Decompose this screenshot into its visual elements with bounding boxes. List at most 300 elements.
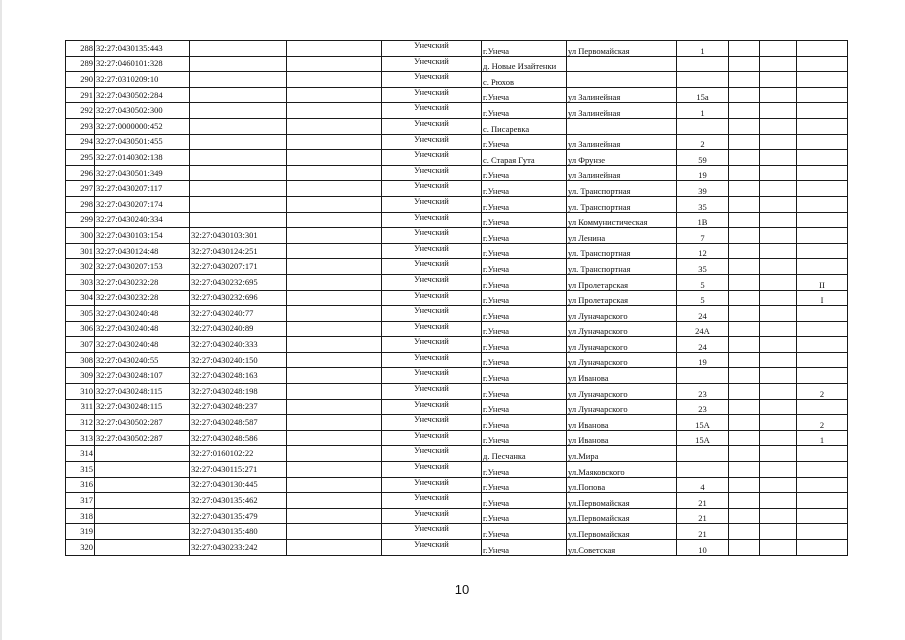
row-number: 314 xyxy=(66,446,95,462)
street xyxy=(567,118,677,134)
street: ул Луначарского xyxy=(567,352,677,368)
empty-cell xyxy=(287,259,382,275)
street: ул Первомайская xyxy=(567,41,677,57)
cadastral-number-2: 32:27:0430248:198 xyxy=(190,384,287,400)
table-row xyxy=(66,384,848,400)
settlement: г.Унеча xyxy=(482,274,567,290)
cadastral-number xyxy=(95,524,190,540)
cadastral-number: 32:27:0430502:300 xyxy=(95,103,190,119)
house-number: 23 xyxy=(677,384,729,400)
cadastral-number-2: 32:27:0160102:22 xyxy=(190,446,287,462)
extra-cell-3 xyxy=(797,508,848,524)
cadastral-number-2 xyxy=(190,165,287,181)
extra-cell-1 xyxy=(729,290,760,306)
extra-cell-2 xyxy=(760,181,797,197)
cadastral-number-2 xyxy=(190,41,287,57)
house-number: 19 xyxy=(677,352,729,368)
extra-cell-2 xyxy=(760,399,797,415)
house-number: 59 xyxy=(677,150,729,166)
cadastral-number-2: 32:27:0430232:695 xyxy=(190,274,287,290)
extra-cell-3 xyxy=(797,524,848,540)
house-number xyxy=(677,368,729,384)
street: ул Иванова xyxy=(567,415,677,431)
extra-cell-1 xyxy=(729,41,760,57)
empty-cell xyxy=(287,368,382,384)
table-row xyxy=(66,118,848,134)
cadastral-number: 32:27:0430232:28 xyxy=(95,290,190,306)
table-row xyxy=(66,181,848,197)
district: Унечский xyxy=(382,446,482,462)
settlement: г.Унеча xyxy=(482,103,567,119)
table-row xyxy=(66,165,848,181)
empty-cell xyxy=(287,430,382,446)
house-number xyxy=(677,72,729,88)
table-row xyxy=(66,259,848,275)
cadastral-number: 32:27:0430248:115 xyxy=(95,399,190,415)
row-number: 291 xyxy=(66,87,95,103)
street: ул Луначарского xyxy=(567,399,677,415)
cadastral-number-2: 32:27:0430135:462 xyxy=(190,493,287,509)
table-row xyxy=(66,41,848,57)
table-row xyxy=(66,103,848,119)
cadastral-number: 32:27:0430501:455 xyxy=(95,134,190,150)
settlement: г.Унеча xyxy=(482,493,567,509)
street: ул. Транспортная xyxy=(567,259,677,275)
street: ул.Первомайская xyxy=(567,524,677,540)
extra-cell-2 xyxy=(760,508,797,524)
scan-edge xyxy=(0,0,2,640)
empty-cell xyxy=(287,56,382,72)
house-number: 1В xyxy=(677,212,729,228)
settlement: г.Унеча xyxy=(482,212,567,228)
empty-cell xyxy=(287,508,382,524)
house-number: 35 xyxy=(677,196,729,212)
extra-cell-2 xyxy=(760,493,797,509)
district: Унечский xyxy=(382,462,482,478)
street: ул Залинейная xyxy=(567,134,677,150)
district: Унечский xyxy=(382,103,482,119)
table-row xyxy=(66,493,848,509)
row-number: 293 xyxy=(66,118,95,134)
cadastral-number: 32:27:0460101:328 xyxy=(95,56,190,72)
extra-cell-3 xyxy=(797,399,848,415)
cadastral-number-2: 32:27:0430124:251 xyxy=(190,243,287,259)
extra-cell-1 xyxy=(729,368,760,384)
extra-cell-3 xyxy=(797,228,848,244)
district: Унечский xyxy=(382,259,482,275)
district: Унечский xyxy=(382,181,482,197)
extra-cell-1 xyxy=(729,243,760,259)
row-number: 292 xyxy=(66,103,95,119)
settlement: г.Унеча xyxy=(482,540,567,556)
cadastral-number-2 xyxy=(190,56,287,72)
row-number: 303 xyxy=(66,274,95,290)
cadastral-number-2: 32:27:0430135:479 xyxy=(190,508,287,524)
house-number xyxy=(677,446,729,462)
extra-cell-3 xyxy=(797,493,848,509)
cadastral-number-2: 32:27:0430232:696 xyxy=(190,290,287,306)
extra-cell-1 xyxy=(729,524,760,540)
table-row xyxy=(66,321,848,337)
cadastral-number: 32:27:0430124:48 xyxy=(95,243,190,259)
district: Унечский xyxy=(382,430,482,446)
cadastral-number-2: 32:27:0430240:77 xyxy=(190,306,287,322)
cadastral-number: 32:27:0430502:287 xyxy=(95,415,190,431)
extra-cell-1 xyxy=(729,477,760,493)
extra-cell-2 xyxy=(760,462,797,478)
table-row xyxy=(66,87,848,103)
extra-cell-2 xyxy=(760,274,797,290)
cadastral-number-2: 32:27:0430103:301 xyxy=(190,228,287,244)
cadastral-number-2: 32:27:0430240:333 xyxy=(190,337,287,353)
extra-cell-2 xyxy=(760,290,797,306)
empty-cell xyxy=(287,306,382,322)
house-number: 4 xyxy=(677,477,729,493)
district: Унечский xyxy=(382,352,482,368)
cadastral-number-2: 32:27:0430240:150 xyxy=(190,352,287,368)
street: ул Иванова xyxy=(567,430,677,446)
extra-cell-1 xyxy=(729,87,760,103)
cadastral-number-2: 32:27:0430240:89 xyxy=(190,321,287,337)
cadastral-number-2 xyxy=(190,181,287,197)
row-number: 288 xyxy=(66,41,95,57)
house-number: 19 xyxy=(677,165,729,181)
extra-cell-1 xyxy=(729,196,760,212)
house-number: 35 xyxy=(677,259,729,275)
row-number: 310 xyxy=(66,384,95,400)
house-number: 24 xyxy=(677,337,729,353)
district: Унечский xyxy=(382,306,482,322)
district: Унечский xyxy=(382,399,482,415)
house-number: 5 xyxy=(677,290,729,306)
empty-cell xyxy=(287,477,382,493)
cadastral-number-2: 32:27:0430248:587 xyxy=(190,415,287,431)
district: Унечский xyxy=(382,56,482,72)
settlement: с. Писаревка xyxy=(482,118,567,134)
register-body xyxy=(66,41,848,556)
row-number: 290 xyxy=(66,72,95,88)
extra-cell-2 xyxy=(760,540,797,556)
district: Унечский xyxy=(382,243,482,259)
row-number: 309 xyxy=(66,368,95,384)
district: Унечский xyxy=(382,196,482,212)
empty-cell xyxy=(287,243,382,259)
empty-cell xyxy=(287,72,382,88)
settlement: г.Унеча xyxy=(482,41,567,57)
extra-cell-1 xyxy=(729,415,760,431)
extra-cell-2 xyxy=(760,56,797,72)
cadastral-number-2: 32:27:0430248:237 xyxy=(190,399,287,415)
table-row xyxy=(66,399,848,415)
extra-cell-1 xyxy=(729,493,760,509)
row-number: 308 xyxy=(66,352,95,368)
extra-cell-1 xyxy=(729,228,760,244)
table-row xyxy=(66,446,848,462)
empty-cell xyxy=(287,41,382,57)
extra-cell-3: 1 xyxy=(797,430,848,446)
house-number: 21 xyxy=(677,493,729,509)
settlement: г.Унеча xyxy=(482,415,567,431)
district: Унечский xyxy=(382,415,482,431)
settlement: г.Унеча xyxy=(482,321,567,337)
table-row xyxy=(66,415,848,431)
extra-cell-1 xyxy=(729,118,760,134)
extra-cell-3 xyxy=(797,243,848,259)
extra-cell-2 xyxy=(760,368,797,384)
cadastral-number xyxy=(95,446,190,462)
extra-cell-3 xyxy=(797,368,848,384)
extra-cell-2 xyxy=(760,337,797,353)
settlement: г.Унеча xyxy=(482,165,567,181)
empty-cell xyxy=(287,321,382,337)
street: ул Луначарского xyxy=(567,384,677,400)
row-number: 318 xyxy=(66,508,95,524)
cadastral-number: 32:27:0430207:174 xyxy=(95,196,190,212)
empty-cell xyxy=(287,337,382,353)
extra-cell-3 xyxy=(797,462,848,478)
extra-cell-2 xyxy=(760,243,797,259)
table-row xyxy=(66,134,848,150)
extra-cell-2 xyxy=(760,352,797,368)
district: Унечский xyxy=(382,134,482,150)
extra-cell-2 xyxy=(760,524,797,540)
district: Унечский xyxy=(382,165,482,181)
settlement: г.Унеча xyxy=(482,243,567,259)
extra-cell-3: I xyxy=(797,290,848,306)
row-number: 289 xyxy=(66,56,95,72)
settlement: г.Унеча xyxy=(482,477,567,493)
empty-cell xyxy=(287,415,382,431)
cadastral-number: 32:27:0430501:349 xyxy=(95,165,190,181)
empty-cell xyxy=(287,524,382,540)
settlement: г.Унеча xyxy=(482,181,567,197)
district: Унечский xyxy=(382,228,482,244)
extra-cell-1 xyxy=(729,56,760,72)
cadastral-number-2: 32:27:0430135:480 xyxy=(190,524,287,540)
cadastral-number: 32:27:0430240:48 xyxy=(95,337,190,353)
settlement: г.Унеча xyxy=(482,430,567,446)
settlement: г.Унеча xyxy=(482,399,567,415)
extra-cell-3 xyxy=(797,446,848,462)
cadastral-number-2 xyxy=(190,103,287,119)
table-row xyxy=(66,306,848,322)
table-row xyxy=(66,368,848,384)
district: Унечский xyxy=(382,493,482,509)
house-number xyxy=(677,118,729,134)
table-row xyxy=(66,228,848,244)
cadastral-number-2 xyxy=(190,134,287,150)
house-number: 2 xyxy=(677,134,729,150)
settlement: г.Унеча xyxy=(482,337,567,353)
district: Унечский xyxy=(382,72,482,88)
house-number: 10 xyxy=(677,540,729,556)
cadastral-number: 32:27:0430248:107 xyxy=(95,368,190,384)
extra-cell-1 xyxy=(729,212,760,228)
cadastral-number: 32:27:0430248:115 xyxy=(95,384,190,400)
house-number: 1 xyxy=(677,41,729,57)
cadastral-number-2: 32:27:0430130:445 xyxy=(190,477,287,493)
extra-cell-3 xyxy=(797,41,848,57)
empty-cell xyxy=(287,103,382,119)
row-number: 301 xyxy=(66,243,95,259)
settlement: г.Унеча xyxy=(482,134,567,150)
row-number: 302 xyxy=(66,259,95,275)
house-number: 12 xyxy=(677,243,729,259)
cadastral-number: 32:27:0310209:10 xyxy=(95,72,190,88)
district: Унечский xyxy=(382,150,482,166)
row-number: 296 xyxy=(66,165,95,181)
row-number: 298 xyxy=(66,196,95,212)
district: Унечский xyxy=(382,384,482,400)
street: ул. Транспортная xyxy=(567,243,677,259)
cadastral-number: 32:27:0430502:287 xyxy=(95,430,190,446)
extra-cell-3 xyxy=(797,259,848,275)
district: Унечский xyxy=(382,87,482,103)
cadastral-number: 32:27:0430207:117 xyxy=(95,181,190,197)
extra-cell-3 xyxy=(797,181,848,197)
page-number: 10 xyxy=(454,582,470,597)
row-number: 299 xyxy=(66,212,95,228)
cadastral-number: 32:27:0430240:48 xyxy=(95,306,190,322)
settlement: с. Старая Гута xyxy=(482,150,567,166)
extra-cell-1 xyxy=(729,446,760,462)
district: Унечский xyxy=(382,118,482,134)
row-number: 316 xyxy=(66,477,95,493)
cadastral-number-2 xyxy=(190,212,287,228)
house-number: 1 xyxy=(677,103,729,119)
cadastral-number: 32:27:0430232:28 xyxy=(95,274,190,290)
table-row xyxy=(66,212,848,228)
extra-cell-1 xyxy=(729,72,760,88)
extra-cell-2 xyxy=(760,103,797,119)
house-number xyxy=(677,462,729,478)
extra-cell-1 xyxy=(729,462,760,478)
extra-cell-2 xyxy=(760,212,797,228)
extra-cell-3 xyxy=(797,72,848,88)
street: ул. Транспортная xyxy=(567,196,677,212)
empty-cell xyxy=(287,290,382,306)
district: Унечский xyxy=(382,41,482,57)
house-number: 5 xyxy=(677,274,729,290)
extra-cell-1 xyxy=(729,399,760,415)
street xyxy=(567,72,677,88)
extra-cell-3 xyxy=(797,212,848,228)
settlement: г.Унеча xyxy=(482,259,567,275)
row-number: 294 xyxy=(66,134,95,150)
house-number: 15А xyxy=(677,430,729,446)
settlement: г.Унеча xyxy=(482,228,567,244)
extra-cell-2 xyxy=(760,306,797,322)
cadastral-number-2: 32:27:0430207:171 xyxy=(190,259,287,275)
extra-cell-1 xyxy=(729,430,760,446)
extra-cell-3: 2 xyxy=(797,415,848,431)
extra-cell-3 xyxy=(797,196,848,212)
street: ул Пролетарская xyxy=(567,290,677,306)
table-row xyxy=(66,352,848,368)
extra-cell-1 xyxy=(729,384,760,400)
extra-cell-1 xyxy=(729,321,760,337)
extra-cell-1 xyxy=(729,165,760,181)
extra-cell-3 xyxy=(797,352,848,368)
street: ул.Советская xyxy=(567,540,677,556)
cadastral-number: 32:27:0430135:443 xyxy=(95,41,190,57)
street: ул.Попова xyxy=(567,477,677,493)
extra-cell-3 xyxy=(797,540,848,556)
house-number: 7 xyxy=(677,228,729,244)
house-number: 21 xyxy=(677,508,729,524)
table-row xyxy=(66,196,848,212)
extra-cell-3 xyxy=(797,103,848,119)
cadastral-number-2 xyxy=(190,118,287,134)
table-row xyxy=(66,540,848,556)
row-number: 300 xyxy=(66,228,95,244)
cadastral-number-2: 32:27:0430248:586 xyxy=(190,430,287,446)
extra-cell-1 xyxy=(729,540,760,556)
street xyxy=(567,56,677,72)
empty-cell xyxy=(287,384,382,400)
cadastral-number-2: 32:27:0430115:271 xyxy=(190,462,287,478)
district: Унечский xyxy=(382,290,482,306)
cadastral-number-2 xyxy=(190,72,287,88)
extra-cell-1 xyxy=(729,134,760,150)
extra-cell-3 xyxy=(797,118,848,134)
row-number: 315 xyxy=(66,462,95,478)
row-number: 297 xyxy=(66,181,95,197)
street: ул Пролетарская xyxy=(567,274,677,290)
settlement: г.Унеча xyxy=(482,508,567,524)
row-number: 304 xyxy=(66,290,95,306)
cadastral-number: 32:27:0430103:154 xyxy=(95,228,190,244)
table-row xyxy=(66,274,848,290)
cadastral-number: 32:27:0430240:48 xyxy=(95,321,190,337)
extra-cell-1 xyxy=(729,352,760,368)
row-number: 319 xyxy=(66,524,95,540)
empty-cell xyxy=(287,134,382,150)
cadastral-number: 32:27:0140302:138 xyxy=(95,150,190,166)
register-table xyxy=(65,40,848,556)
table-row xyxy=(66,477,848,493)
table-row xyxy=(66,72,848,88)
extra-cell-3 xyxy=(797,337,848,353)
extra-cell-3 xyxy=(797,477,848,493)
extra-cell-3 xyxy=(797,56,848,72)
house-number: 21 xyxy=(677,524,729,540)
district: Унечский xyxy=(382,321,482,337)
extra-cell-3 xyxy=(797,321,848,337)
cadastral-number: 32:27:0430240:55 xyxy=(95,352,190,368)
empty-cell xyxy=(287,352,382,368)
extra-cell-2 xyxy=(760,415,797,431)
empty-cell xyxy=(287,540,382,556)
settlement: д. Новые Изайтенки xyxy=(482,56,567,72)
settlement: г.Унеча xyxy=(482,524,567,540)
extra-cell-2 xyxy=(760,118,797,134)
house-number: 23 xyxy=(677,399,729,415)
street: ул.Мира xyxy=(567,446,677,462)
extra-cell-3 xyxy=(797,165,848,181)
district: Унечский xyxy=(382,212,482,228)
extra-cell-1 xyxy=(729,337,760,353)
table-row xyxy=(66,150,848,166)
empty-cell xyxy=(287,150,382,166)
empty-cell xyxy=(287,212,382,228)
house-number: 15а xyxy=(677,87,729,103)
row-number: 306 xyxy=(66,321,95,337)
table-row xyxy=(66,524,848,540)
empty-cell xyxy=(287,446,382,462)
cadastral-number xyxy=(95,477,190,493)
street: ул Иванова xyxy=(567,368,677,384)
